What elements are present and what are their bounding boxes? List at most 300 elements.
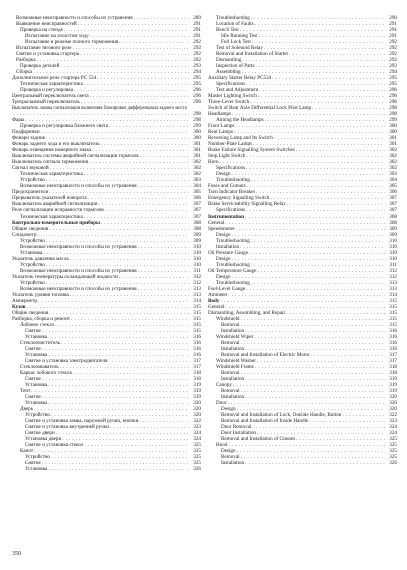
toc-entry-page: 298 xyxy=(193,111,201,118)
toc-entry-title: Разборка, сборка и ремонт xyxy=(12,315,70,322)
toc-entry-page: 322 xyxy=(193,418,201,425)
toc-entry-page: 319 xyxy=(193,393,201,400)
toc-entry-title: Specifications xyxy=(216,165,246,172)
toc-entry-title: Проверка и регулировка xyxy=(20,87,74,94)
toc-entry-title: Removal xyxy=(221,454,240,461)
toc-entry-title: Техническая характеристика xyxy=(20,171,83,178)
toc-entry-page: 290 xyxy=(389,14,397,21)
toc-entry-title: Full Lock Test xyxy=(221,39,251,46)
toc-entry-page: 320 xyxy=(193,399,201,406)
toc-entry-title: Troubleshooting xyxy=(216,14,250,21)
toc-entry-page: 307 xyxy=(389,195,397,202)
toc-entry-title: Turn Indicator Breaker xyxy=(208,189,256,196)
toc-entry-title: Трехрычажный переключатель xyxy=(12,99,80,106)
toc-entry-page: 302 xyxy=(389,147,397,154)
toc-entry-title: Общие сведения xyxy=(12,309,49,316)
toc-entry-page: 324 xyxy=(193,430,201,437)
toc-entry-page: 315 xyxy=(193,315,201,322)
toc-entry-page: 315 xyxy=(389,303,397,310)
toc-entry-title: Removal xyxy=(221,369,240,376)
toc-entry-title: Door xyxy=(216,399,227,406)
toc-entry-page: 292 xyxy=(389,51,397,58)
toc-entry-title: Снятие и установка замка, наружной ручки, кнопки xyxy=(25,418,139,425)
toc-entry-page: 314 xyxy=(389,291,397,298)
toc-entry-page: 325 xyxy=(389,436,397,443)
toc-entry-page: 302 xyxy=(193,159,201,166)
toc-entry-title: Центральный переключатель света xyxy=(12,93,89,100)
toc-entry-title: Указатель давления масла xyxy=(12,255,69,262)
toc-entry-title: Устройство xyxy=(25,412,50,419)
toc-entry-title: Installation xyxy=(221,375,245,382)
toc-entry-page: 292 xyxy=(389,57,397,64)
toc-entry-page: 325 xyxy=(389,442,397,449)
dot-leader xyxy=(48,466,189,472)
toc-entry-title: Speedometer xyxy=(208,225,235,232)
toc-entry-page: 316 xyxy=(389,327,397,334)
toc-entry-page: 313 xyxy=(193,285,201,292)
toc-entry-title: Фары xyxy=(12,117,25,124)
toc-entry-title: Установка xyxy=(25,333,48,340)
toc-entry-title: Troubleshooting xyxy=(216,237,250,244)
toc-entry-title: Installation xyxy=(221,460,245,467)
toc-entry-title: Стеклоочиститель xyxy=(20,339,61,346)
toc-entry-page: 310 xyxy=(193,243,201,250)
toc-entry-title: Brake Serviceability Signalling Relay xyxy=(208,201,286,208)
toc-entry-page: 306 xyxy=(193,195,201,202)
toc-entry-page: 298 xyxy=(389,111,397,118)
toc-entry-page: 315 xyxy=(389,309,397,316)
toc-entry-title: Installation xyxy=(221,393,245,400)
toc-entry-page: 326 xyxy=(389,460,397,467)
toc-entry-page: 317 xyxy=(389,357,397,364)
toc-entry-title: Oil Temperature Gauge xyxy=(208,267,257,274)
toc-entry-page: 314 xyxy=(193,297,201,304)
toc-entry-page: 315 xyxy=(193,303,201,310)
toc-entry-page: 291 xyxy=(389,21,397,27)
toc-entry-title: Reversing Lamp and Its Switch xyxy=(208,135,273,142)
toc-entry-page: 298 xyxy=(193,117,201,124)
toc-entry-page: 316 xyxy=(193,339,201,346)
toc-entry-title: Removal xyxy=(221,321,240,328)
toc-entry-title: Указатель уровня топлива xyxy=(12,291,69,298)
toc-entry-page: 309 xyxy=(193,231,201,238)
toc-entry-title: Removal xyxy=(221,387,240,394)
toc-entry-title: General xyxy=(208,303,225,310)
toc-entry-page: 305 xyxy=(389,183,397,190)
toc-entry-page: 307 xyxy=(389,201,397,208)
toc-entry-page: 313 xyxy=(389,285,397,292)
toc-entry-page: 310 xyxy=(193,249,201,256)
toc-entry-title: Возможные неисправности и способы их устранения xyxy=(20,267,137,274)
toc-entry-title: Возможные неисправности и способы их устранения xyxy=(20,183,137,190)
toc-entry-title: Испытание в режиме полного торможения xyxy=(25,39,119,46)
toc-entry-page: 306 xyxy=(389,189,397,196)
toc-entry-title: Испытание на холостом ходу xyxy=(25,33,89,40)
toc-entry-title: Снятие и установка стекол xyxy=(25,442,84,449)
toc-entry-page: 313 xyxy=(193,291,201,298)
toc-entry-title: Снятие xyxy=(25,393,41,400)
toc-entry-page: 316 xyxy=(389,333,397,340)
toc-entry-title: Устройство xyxy=(20,279,45,286)
toc-entry-page: 310 xyxy=(389,249,397,256)
toc-entry-title: Выключатель лампы сигнализации включения блокировки дифференциала заднего моста xyxy=(12,105,187,112)
toc-entry-page: 301 xyxy=(389,135,397,142)
toc-entry-page: 312 xyxy=(193,273,201,280)
toc-entry-title: Assembling xyxy=(216,69,241,76)
toc-entry-title: Испытание тягового реле xyxy=(16,45,72,52)
toc-entry-title: Устройство xyxy=(20,177,45,184)
toc-entry-page: 316 xyxy=(193,351,201,358)
toc-entry-page: 325 xyxy=(193,442,201,449)
toc-entry-title: Door Removal xyxy=(221,424,252,431)
toc-entry-title: Design xyxy=(216,255,231,262)
toc-entry-page: 318 xyxy=(193,375,201,382)
toc-entry-title: Installation xyxy=(221,327,245,334)
toc-entry-page: 295 xyxy=(193,81,201,88)
toc-entry-page: 315 xyxy=(389,321,397,328)
toc-entry-title: Лобовое стекло xyxy=(20,321,55,328)
toc-entry-title: Установка xyxy=(25,466,48,473)
toc-entry-page: 296 xyxy=(389,93,397,100)
toc-entry-title: Installation xyxy=(221,345,245,352)
toc-entry-title: Front Lamps xyxy=(208,123,235,130)
toc-entry-page: 302 xyxy=(389,165,397,172)
toc-entry-title: Стеклоомыватель xyxy=(20,363,59,370)
toc-entry-title: Устройство xyxy=(20,261,45,268)
toc-entry-title: Контрольно-измерительные приборы xyxy=(12,219,101,226)
toc-entry-title: Design xyxy=(221,448,236,455)
toc-entry-page: 308 xyxy=(193,219,201,226)
toc-entry-title: Removal and Installation of Inside Handle xyxy=(221,418,309,425)
toc-entry-page: 292 xyxy=(193,45,201,52)
toc-entry-page: 310 xyxy=(193,261,201,268)
toc-entry-page: 307 xyxy=(193,213,201,220)
toc-entry-title: Location of Faults xyxy=(216,21,254,27)
toc-entry-title: Stop Light Switch xyxy=(208,153,246,160)
toc-entry-title: Проверка и регулировка ближнего света xyxy=(20,123,109,130)
toc-entry xyxy=(12,466,201,472)
toc-entry-title: Dismantling, Assembling, and Repair xyxy=(208,309,286,316)
toc-entry-title: Тент xyxy=(20,387,31,394)
toc-entry-title: Возможные неисправности и способы их устранения xyxy=(20,285,137,292)
toc-entry-title: Выявление неисправностей xyxy=(16,21,77,27)
toc-entry-page: 294 xyxy=(193,69,201,76)
toc-entry-title: Установка xyxy=(25,399,48,406)
toc-entry-page: 317 xyxy=(193,357,201,364)
toc-entry-page: 303 xyxy=(389,171,397,178)
toc-entry-page: 312 xyxy=(193,279,201,286)
toc-entry-page: 291 xyxy=(389,27,397,34)
toc-entry-page: 315 xyxy=(389,297,397,304)
toc-entry-title: Design xyxy=(221,406,236,412)
toc-entry-title: Установка xyxy=(25,381,48,388)
toc-entry-title: Дверь xyxy=(20,406,34,412)
toc-entry-title: Brake Failure Signalling System Switches xyxy=(208,147,295,154)
toc-entry-page: 295 xyxy=(389,81,397,88)
toc-entry-page: 309 xyxy=(389,231,397,238)
toc-entry-title: Капот xyxy=(20,448,34,455)
toc-entry-page: 319 xyxy=(389,375,397,382)
toc-entry-title: General xyxy=(208,219,225,226)
toc-entry-title: Установка xyxy=(25,351,48,358)
toc-entry-page: 307 xyxy=(193,201,201,208)
toc-entry-title: Specifications xyxy=(216,207,246,214)
toc-entry-page: 300 xyxy=(193,129,201,136)
toc-entry-page: 292 xyxy=(389,45,397,52)
toc-entry-title: Switch of Rear Axle Differential Lock Pilot Lamp xyxy=(208,105,312,112)
toc-entry-page: 289 xyxy=(193,14,201,21)
toc-entry-title: Возможные неисправности и способы их устранения xyxy=(20,243,137,250)
toc-entry-page: 301 xyxy=(193,153,201,160)
toc-entry-title: Прерыватель указателей поворота xyxy=(12,195,87,202)
toc-entry-page: 316 xyxy=(193,333,201,340)
toc-entry-title: Windshield Washer xyxy=(216,357,256,364)
toc-entry-title: Реле сигнализации исправности тормозов xyxy=(12,207,104,214)
toc-entry-page: 292 xyxy=(193,51,201,58)
toc-entry-title: Снятие xyxy=(25,327,41,334)
page-number: 350 xyxy=(12,551,21,557)
toc-entry-page: 291 xyxy=(193,21,201,27)
toc-entry-title: Master Lighting Switch xyxy=(208,93,257,100)
toc-entry-page: 295 xyxy=(389,75,397,82)
toc-entry-title: Снятие и установка электродвигателя xyxy=(25,357,108,364)
toc-entry-page: 324 xyxy=(389,430,397,437)
toc-entry-title: Instrumentation xyxy=(208,213,244,220)
toc-entry-title: Фонарь освещения номерного знака xyxy=(12,147,92,154)
toc-entry-page: 319 xyxy=(389,381,397,388)
toc-entry-title: Test of Solenoid Relay xyxy=(216,45,263,52)
toc-entry-title: Dismantling xyxy=(216,57,242,64)
toc-entry-page: 316 xyxy=(389,339,397,346)
toc-entry-page: 320 xyxy=(193,412,201,419)
toc-entry-title: Troubleshooting xyxy=(216,177,250,184)
toc-entry-title: Предохранители xyxy=(12,189,49,196)
toc-entry-page: 296 xyxy=(193,87,201,94)
toc-entry-page: 312 xyxy=(389,267,397,274)
toc-entry-page: 311 xyxy=(389,261,397,268)
toc-entry-title: Общие сведения xyxy=(12,225,49,232)
toc-entry-page: 300 xyxy=(389,123,397,130)
toc-entry-title: Выключатель аварийной сигнализации xyxy=(12,201,98,208)
toc-entry-page: 310 xyxy=(389,255,397,262)
toc-column-english xyxy=(208,15,397,466)
toc-entry-title: Test and Adjustment xyxy=(216,87,259,94)
toc-entry-page: 300 xyxy=(389,129,397,136)
toc-entry-title: Aiming the Headlamps xyxy=(216,117,264,124)
toc-entry-title: Разборка xyxy=(16,57,36,64)
toc-entry-page: 293 xyxy=(389,63,397,70)
toc-entry-page: 318 xyxy=(193,369,201,376)
toc-entry-page: 320 xyxy=(389,393,397,400)
toc-entry-page: 319 xyxy=(193,387,201,394)
toc-entry-title: Removal and Installation of Lock, Outside Handle, Button xyxy=(221,412,342,419)
toc-entry-page: 308 xyxy=(389,219,397,226)
toc-entry-page: 315 xyxy=(193,327,201,334)
toc-entry-page: 318 xyxy=(389,363,397,370)
toc-entry-title: Removal and Installation of Electric Motor xyxy=(221,351,310,358)
toc-entry-page: 315 xyxy=(193,321,201,328)
toc-entry-page: 323 xyxy=(193,424,201,431)
toc-entry-page: 323 xyxy=(389,418,397,425)
toc-entry-page: 319 xyxy=(389,387,397,394)
toc-entry-title: Installation xyxy=(216,243,240,250)
toc-entry xyxy=(208,460,397,466)
toc-entry-page: 302 xyxy=(193,165,201,172)
toc-entry-page: 325 xyxy=(193,448,201,455)
toc-entry-title: Number-Plate Lamps xyxy=(208,141,253,148)
toc-entry-page: 318 xyxy=(389,369,397,376)
toc-entry-title: Снятие и установка стартера xyxy=(16,51,80,58)
toc-entry-title: Oil Pressure Gauge xyxy=(208,249,248,256)
toc-entry-title: Установка двери xyxy=(25,436,62,443)
toc-entry-page: 317 xyxy=(389,351,397,358)
toc-entry-title: Specifications xyxy=(216,81,246,88)
toc-entry-page: 307 xyxy=(193,207,201,214)
toc-entry-title: Design xyxy=(216,273,231,280)
toc-entry-title: Подфарники xyxy=(12,129,40,136)
toc-entry-page: 315 xyxy=(389,315,397,322)
toc-entry-page: 301 xyxy=(193,147,201,154)
toc-entry-title: Troubleshooting xyxy=(216,261,250,268)
toc-entry-page: 302 xyxy=(193,171,201,178)
toc-entry-title: Возможные неисправности и способы их устранения xyxy=(16,14,133,21)
toc-entry-title: Проверка на стенде xyxy=(20,27,63,34)
toc-entry-page: 326 xyxy=(193,466,201,473)
toc-entry-page: 295 xyxy=(193,75,201,82)
toc-entry-page: 320 xyxy=(193,406,201,412)
toc-entry-title: Указатель температуры охлаждающей жидкости xyxy=(12,273,118,280)
toc-entry-page: 325 xyxy=(193,454,201,461)
toc-entry-title: Design xyxy=(216,231,231,238)
toc-entry-page: 317 xyxy=(193,363,201,370)
toc-entry-title: Inspection of Parts xyxy=(216,63,255,70)
toc-entry-page: 308 xyxy=(389,213,397,220)
toc-entry-title: Каркас лобового стекла xyxy=(20,369,72,376)
toc-entry-page: 291 xyxy=(193,27,201,34)
toc-entry-title: Headlamps xyxy=(208,111,232,118)
toc-entry-page: 324 xyxy=(389,424,397,431)
toc-entry-title: Снятие xyxy=(25,460,41,467)
toc-entry-page: 294 xyxy=(389,69,397,76)
toc-entry-title: Снятие xyxy=(25,345,41,352)
toc-entry-page: 305 xyxy=(193,189,201,196)
toc-entry-page: 316 xyxy=(389,345,397,352)
toc-entry-page: 293 xyxy=(193,63,201,70)
toc-entry-title: Сигнал звуковой xyxy=(12,165,49,172)
toc-entry-page: 325 xyxy=(193,460,201,467)
toc-entry-title: Фонари задние xyxy=(12,135,45,142)
toc-entry-page: 308 xyxy=(193,225,201,232)
toc-entry-page: 325 xyxy=(389,454,397,461)
toc-entry-title: Техническая характеристика xyxy=(20,81,83,88)
toc-entry-page: 319 xyxy=(193,381,201,388)
toc-entry-page: 313 xyxy=(389,279,397,286)
toc-entry-title: Дополнительное реле стартера РС 534 xyxy=(12,75,97,82)
toc-entry-page: 303 xyxy=(193,177,201,184)
toc-entry-page: 292 xyxy=(193,57,201,64)
toc-entry-title: Removal and Installation of Glasses xyxy=(221,436,296,443)
toc-entry-page: 310 xyxy=(389,237,397,244)
toc-entry-title: Выключатель системы аварийной сигнализации тормозов xyxy=(12,153,139,160)
toc-entry-title: Снятие xyxy=(25,375,41,382)
toc-entry-title: Auxiliary Starter Relay PC534 xyxy=(208,75,272,82)
toc-entry-page: 302 xyxy=(389,153,397,160)
toc-entry-page: 324 xyxy=(193,436,201,443)
toc-entry-page: 320 xyxy=(389,406,397,412)
toc-entry-title: Выключатель сигнала торможения xyxy=(12,159,88,166)
toc-entry-title: Спидометр xyxy=(12,231,37,238)
toc-entry-title: Three-Lever Switch xyxy=(208,99,250,106)
toc-entry-page: 301 xyxy=(193,141,201,148)
toc-entry-title: Idle Running Test xyxy=(221,33,258,40)
toc-entry-title: Windshield Frame xyxy=(216,363,254,370)
toc-entry-page: 296 xyxy=(193,99,201,106)
toc-entry-title: Техническая характеристика xyxy=(20,213,83,220)
toc-entry-title: Design xyxy=(216,171,231,178)
toc-entry-page: 310 xyxy=(193,255,201,262)
toc-entry-title: Fuel-Level Gauge xyxy=(208,285,246,292)
toc-entry-page: 296 xyxy=(389,99,397,106)
toc-entry-page: 296 xyxy=(389,87,397,94)
toc-entry-page: 325 xyxy=(389,448,397,455)
toc-entry-title: Windshield Wiper xyxy=(216,333,254,340)
toc-entry-title: Troubleshooting xyxy=(216,279,250,286)
toc-column-russian xyxy=(12,15,201,472)
toc-entry-page: 291 xyxy=(193,33,201,40)
toc-entry-page: 315 xyxy=(193,309,201,316)
toc-entry-page: 311 xyxy=(193,267,201,274)
toc-entry-title: Сборка xyxy=(16,69,32,76)
toc-entry-title: Rear Lamps xyxy=(208,129,233,136)
toc-entry-page: 320 xyxy=(389,399,397,406)
toc-entry-page: 304 xyxy=(389,177,397,184)
toc-entry-page: 309 xyxy=(193,237,201,244)
toc-entry-title: Установка xyxy=(20,249,43,256)
toc-entry-page: 307 xyxy=(389,207,397,214)
toc-entry-page: 299 xyxy=(389,117,397,124)
toc-entry-title: Ammeter xyxy=(208,291,228,298)
toc-entry-title: Windshield xyxy=(216,315,240,322)
toc-entry-page: 296 xyxy=(193,93,201,100)
toc-entry-page: 312 xyxy=(389,273,397,280)
toc-entry-title: Fuses and Cutouts xyxy=(208,183,246,190)
toc-entry-page: 310 xyxy=(389,243,397,250)
toc-entry-title: Horn xyxy=(208,159,219,166)
toc-entry-title: Снятие двери xyxy=(25,430,55,437)
toc-entry-page: 300 xyxy=(193,135,201,142)
toc-entry-title: Body xyxy=(208,297,220,304)
toc-entry-title: Амперметр xyxy=(12,297,37,304)
toc-entry-title: Устройство xyxy=(20,237,45,244)
toc-entry-title: Removal and Installation of Starter xyxy=(216,51,289,58)
toc-entry-page: 301 xyxy=(389,141,397,148)
toc-entry-page: 302 xyxy=(389,159,397,166)
toc-entry-title: Фонарь заднего хода и его выключатель xyxy=(12,141,100,148)
toc-entry-page: 291 xyxy=(389,33,397,40)
toc-entry-title: Устройство xyxy=(25,454,50,461)
toc-entry-title: Проверка деталей xyxy=(20,63,60,70)
toc-entry-title: Bench Test xyxy=(216,27,239,34)
toc-entry-page: 292 xyxy=(389,39,397,46)
toc-entry-title: Door Installation xyxy=(221,430,256,437)
toc-entry-page: 322 xyxy=(389,412,397,419)
toc-entry-page: 304 xyxy=(193,183,201,190)
toc-entry-title: Emergency Signalling Switch xyxy=(208,195,270,202)
toc-entry-title: Hood xyxy=(216,442,228,449)
toc-entry-title: Снятие и установка внутренней ручки xyxy=(25,424,109,431)
toc-entry-page: 316 xyxy=(193,345,201,352)
toc-entry-page: 309 xyxy=(389,225,397,232)
